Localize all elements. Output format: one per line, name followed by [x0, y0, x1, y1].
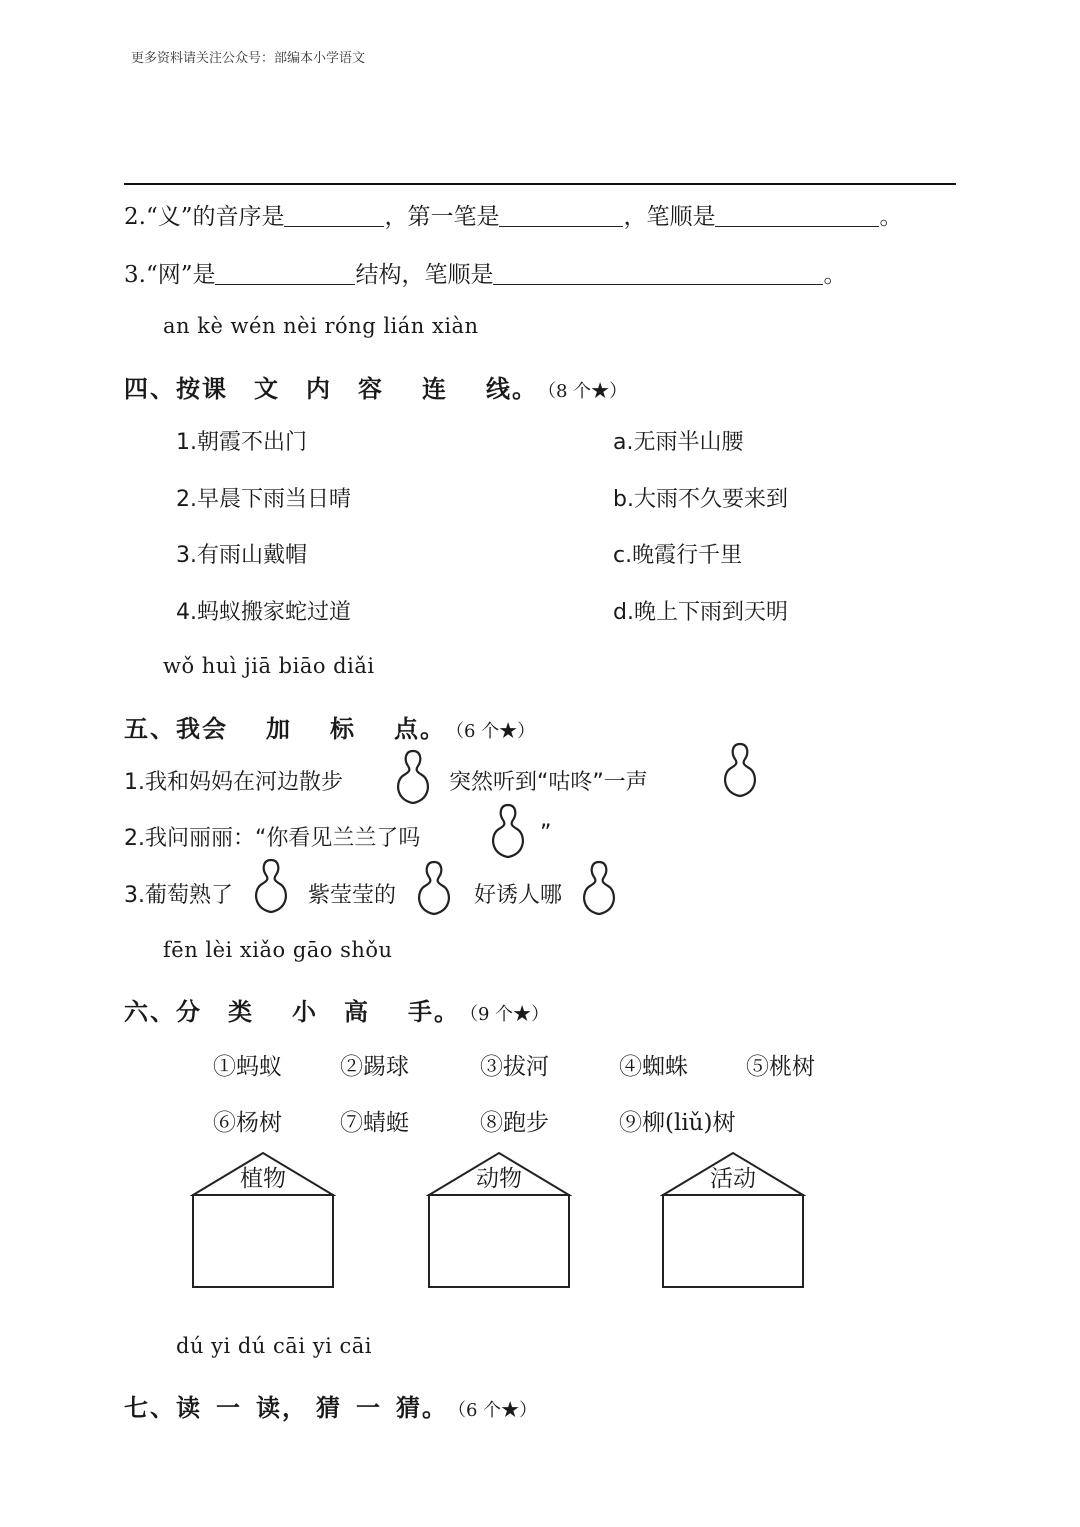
q3-text-a: 3.“网”是 [124, 262, 216, 288]
section-4-word: 容 [358, 374, 384, 403]
section-7-word: 读， [256, 1393, 308, 1422]
gourd-answer-icon[interactable] [719, 741, 761, 799]
category-label-plants: 植物 [240, 1166, 286, 1192]
punct-sentence-3c: 好诱人哪 [474, 883, 563, 908]
match-left-item[interactable]: 3.有雨山戴帽 [176, 543, 307, 568]
gourd-answer-icon[interactable] [413, 859, 455, 917]
section-7-title [124, 1388, 537, 1423]
match-right-item[interactable]: a.无雨半山腰 [613, 430, 744, 455]
q2-blank-1[interactable] [284, 204, 384, 227]
match-left-item[interactable]: 4.蚂蚁搬家蛇过道 [176, 600, 351, 625]
match-left-item[interactable]: 2.早晨下雨当日晴 [176, 487, 351, 512]
q2-blank-3[interactable] [715, 204, 879, 227]
match-right-item[interactable]: b.大雨不久要来到 [613, 487, 788, 512]
section-5-word: 标 [330, 714, 356, 743]
question-2 [124, 198, 902, 231]
section-7-number: 七、 [124, 1393, 176, 1422]
section-5-number: 五、 [124, 714, 176, 743]
section-4-stars: （8 个★） [538, 381, 628, 402]
section-6-number: 六、 [124, 997, 176, 1026]
pinyin-section-5: wǒ huì jiā biāo diǎi [163, 654, 375, 678]
section-4-number: 四、 [124, 374, 176, 403]
section-4-word: 按课 [176, 374, 228, 403]
section-6-stars: （9 个★） [460, 1004, 550, 1025]
section-7-word: 读 [176, 1393, 202, 1422]
word-option[interactable]: ④蜘蛛 [619, 1054, 688, 1080]
q2-blank-2[interactable] [499, 204, 623, 227]
gourd-answer-icon[interactable] [487, 802, 529, 860]
punct-sentence-2b: ” [540, 821, 552, 846]
q3-text-c: 。 [823, 262, 847, 288]
gourd-answer-icon[interactable] [250, 857, 292, 915]
page-header: 更多资料请关注公众号：部编本小学语文 [131, 51, 366, 66]
punct-sentence-1b: 突然听到“咕咚”一声 [449, 770, 648, 795]
word-option[interactable]: ⑧跑步 [480, 1110, 549, 1136]
section-4-word: 连 [422, 374, 448, 403]
pinyin-section-6: fēn lèi xiǎo gāo shǒu [163, 938, 393, 962]
header-rule [124, 183, 956, 185]
section-6-title [124, 992, 549, 1027]
section-5-word: 我会 [176, 714, 228, 743]
match-right-item[interactable]: d.晚上下雨到天明 [613, 600, 788, 625]
gourd-answer-icon[interactable] [578, 859, 620, 917]
match-right-item[interactable]: c.晚霞行千里 [613, 543, 743, 568]
section-7-word: 猜。 [396, 1393, 448, 1422]
section-6-word: 分 [176, 997, 202, 1026]
category-label-activities: 活动 [710, 1166, 756, 1192]
word-option[interactable]: ③拔河 [480, 1054, 549, 1080]
section-7-word: 一 [356, 1393, 382, 1422]
section-5-word: 点。 [394, 714, 446, 743]
match-left-item[interactable]: 1.朝霞不出门 [176, 430, 307, 455]
q2-text-c: ，笔顺是 [623, 204, 716, 230]
q3-blank-2[interactable] [493, 262, 823, 285]
section-6-word: 高 [344, 997, 370, 1026]
section-4-word: 线。 [486, 374, 538, 403]
q2-text-a: 2.“义”的音序是 [124, 204, 285, 230]
punct-sentence-3b: 紫莹莹的 [308, 883, 397, 908]
pinyin-section-7: dú yi dú cāi yi cāi [176, 1334, 372, 1358]
section-5-word: 加 [266, 714, 292, 743]
q3-text-b: 结构，笔顺是 [355, 262, 494, 288]
q2-text-b: ，第一笔是 [384, 204, 500, 230]
section-4-word: 内 [306, 374, 332, 403]
section-5-title [124, 709, 535, 744]
word-option[interactable]: ⑤桃树 [746, 1054, 815, 1080]
section-4-title [124, 369, 627, 404]
section-6-word: 类 [228, 997, 254, 1026]
gourd-answer-icon[interactable] [392, 748, 434, 806]
word-option[interactable]: ②踢球 [340, 1054, 409, 1080]
word-option[interactable]: ⑨柳(liǔ)树 [619, 1110, 736, 1136]
section-5-stars: （6 个★） [446, 721, 536, 742]
section-7-word: 猜 [316, 1393, 342, 1422]
q3-blank-1[interactable] [215, 262, 355, 285]
category-label-animals: 动物 [476, 1166, 522, 1192]
word-option[interactable]: ⑦蜻蜓 [340, 1110, 409, 1136]
section-7-word: 一 [216, 1393, 242, 1422]
word-option[interactable]: ①蚂蚁 [213, 1054, 282, 1080]
word-option[interactable]: ⑥杨树 [213, 1110, 282, 1136]
q2-text-d: 。 [879, 204, 903, 230]
section-6-word: 小 [292, 997, 318, 1026]
section-4-word: 文 [254, 374, 280, 403]
question-3 [124, 256, 846, 289]
punct-sentence-2a: 2.我问丽丽：“你看见兰兰了吗 [124, 826, 421, 851]
punct-sentence-1a: 1.我和妈妈在河边散步 [124, 770, 343, 795]
punct-sentence-3a: 3.葡萄熟了 [124, 883, 233, 908]
section-6-word: 手。 [408, 997, 460, 1026]
pinyin-section-4: an kè wén nèi róng lián xiàn [163, 314, 479, 338]
section-7-stars: （6 个★） [448, 1400, 538, 1421]
